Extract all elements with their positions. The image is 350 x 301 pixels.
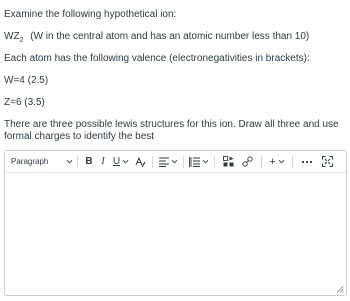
media-icon bbox=[223, 156, 234, 167]
chevron-down-icon bbox=[171, 158, 178, 165]
toolbar-divider bbox=[77, 156, 78, 168]
link-icon bbox=[242, 156, 253, 167]
paragraph-dropdown[interactable] bbox=[63, 151, 73, 172]
list-icon bbox=[189, 157, 200, 167]
chevron-down-icon bbox=[202, 158, 209, 165]
formula-subscript: 2 bbox=[19, 37, 24, 44]
formula-line bbox=[4, 31, 309, 43]
fullscreen-icon bbox=[322, 156, 333, 167]
align-button[interactable] bbox=[157, 151, 179, 172]
chevron-down-icon bbox=[66, 158, 73, 165]
z-value: Z=6 (3.5) bbox=[4, 97, 45, 108]
chevron-down-icon bbox=[122, 158, 129, 165]
toolbar-divider bbox=[183, 156, 184, 168]
formula-main: WZ bbox=[4, 31, 20, 42]
underline-button[interactable] bbox=[110, 151, 132, 172]
more-icon bbox=[301, 160, 313, 164]
w-value: W=4 (2.5) bbox=[4, 75, 49, 86]
resize-icon[interactable] bbox=[336, 285, 344, 293]
text-color-button[interactable] bbox=[132, 151, 148, 172]
insert-icon: + bbox=[269, 155, 276, 168]
more-button[interactable] bbox=[297, 151, 317, 172]
bold-button[interactable] bbox=[82, 151, 96, 172]
paragraph-label: Paragraph bbox=[11, 157, 49, 166]
list-button[interactable] bbox=[188, 151, 210, 172]
media-button[interactable] bbox=[219, 151, 237, 172]
toolbar-divider bbox=[261, 156, 262, 168]
fullscreen-button[interactable] bbox=[317, 151, 337, 172]
italic-button[interactable] bbox=[96, 151, 110, 172]
paragraph-format-select[interactable] bbox=[5, 151, 63, 172]
text-color-icon bbox=[134, 156, 146, 168]
chevron-down-icon bbox=[278, 158, 285, 165]
instruction-text: There are three possible lewis structures for this ion. Draw all three and use formal charges to identify the best bbox=[4, 119, 339, 142]
toolbar-divider bbox=[214, 156, 215, 168]
toolbar-divider bbox=[152, 156, 153, 168]
editor-content-area[interactable] bbox=[5, 173, 346, 295]
valence-line: Each atom has the following valence (electronegativities in brackets): bbox=[4, 53, 310, 64]
toolbar-divider bbox=[292, 156, 293, 168]
italic-icon: I bbox=[101, 156, 105, 167]
insert-button[interactable] bbox=[266, 151, 288, 172]
editor-toolbar bbox=[5, 151, 346, 173]
formula-note: (W in the central atom and has an atomic number less than 10) bbox=[30, 31, 310, 42]
question-line-1: Examine the following hypothetical ion: bbox=[4, 9, 177, 20]
bold-icon: B bbox=[85, 156, 93, 167]
link-button[interactable] bbox=[237, 151, 257, 172]
align-icon bbox=[159, 157, 169, 167]
underline-icon: U bbox=[112, 156, 121, 167]
rich-text-editor[interactable] bbox=[4, 150, 347, 296]
